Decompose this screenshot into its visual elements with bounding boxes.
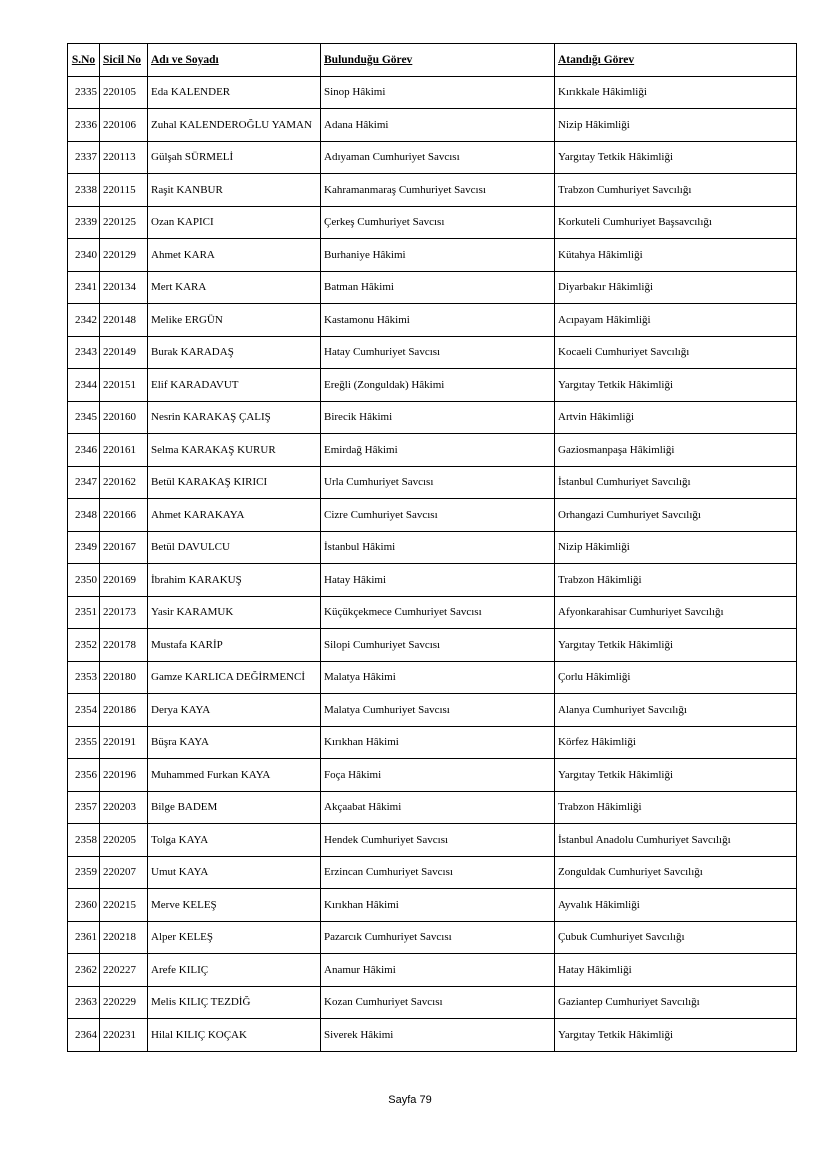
cell-sicil-no: 220167: [100, 531, 148, 564]
cell-name: Selma KARAKAŞ KURUR: [148, 434, 321, 467]
cell-sno: 2354: [68, 694, 100, 727]
cell-current-post: Cizre Cumhuriyet Savcısı: [321, 499, 555, 532]
table-row: [68, 889, 797, 922]
cell-current-post: Sinop Hâkimi: [321, 76, 555, 109]
table-row: [68, 791, 797, 824]
cell-sno: 2343: [68, 336, 100, 369]
table-row: [68, 499, 797, 532]
cell-name: Mert KARA: [148, 271, 321, 304]
cell-current-post: Malatya Hâkimi: [321, 661, 555, 694]
cell-sno: 2346: [68, 434, 100, 467]
cell-current-post: Çerkeş Cumhuriyet Savcısı: [321, 206, 555, 239]
cell-current-post: Silopi Cumhuriyet Savcısı: [321, 629, 555, 662]
table-row: [68, 596, 797, 629]
table-header-row: [68, 44, 797, 77]
cell-sicil-no: 220196: [100, 759, 148, 792]
cell-sno: 2355: [68, 726, 100, 759]
cell-sicil-no: 220229: [100, 986, 148, 1019]
column-header-current-post: Bulunduğu Görev: [321, 44, 555, 77]
table-row: [68, 824, 797, 857]
cell-name: Gamze KARLICA DEĞİRMENCİ: [148, 661, 321, 694]
cell-sicil-no: 220106: [100, 109, 148, 142]
cell-current-post: Siverek Hâkimi: [321, 1019, 555, 1052]
cell-current-post: Urla Cumhuriyet Savcısı: [321, 466, 555, 499]
cell-assigned-post: Ayvalık Hâkimliği: [555, 889, 797, 922]
cell-assigned-post: İstanbul Anadolu Cumhuriyet Savcılığı: [555, 824, 797, 857]
table-row: [68, 434, 797, 467]
cell-assigned-post: Gaziantep Cumhuriyet Savcılığı: [555, 986, 797, 1019]
cell-name: Yasir KARAMUK: [148, 596, 321, 629]
cell-assigned-post: Artvin Hâkimliği: [555, 401, 797, 434]
cell-sno: 2347: [68, 466, 100, 499]
cell-current-post: Malatya Cumhuriyet Savcısı: [321, 694, 555, 727]
cell-current-post: Birecik Hâkimi: [321, 401, 555, 434]
cell-assigned-post: Zonguldak Cumhuriyet Savcılığı: [555, 856, 797, 889]
cell-assigned-post: Trabzon Cumhuriyet Savcılığı: [555, 174, 797, 207]
cell-name: Elif KARADAVUT: [148, 369, 321, 402]
cell-name: Burak KARADAŞ: [148, 336, 321, 369]
cell-sno: 2340: [68, 239, 100, 272]
table-row: [68, 336, 797, 369]
cell-assigned-post: Trabzon Hâkimliği: [555, 791, 797, 824]
cell-assigned-post: Çorlu Hâkimliği: [555, 661, 797, 694]
cell-assigned-post: Kütahya Hâkimliği: [555, 239, 797, 272]
table-row: [68, 694, 797, 727]
cell-name: Ozan KAPICI: [148, 206, 321, 239]
cell-name: Büşra KAYA: [148, 726, 321, 759]
cell-sno: 2344: [68, 369, 100, 402]
table-row: [68, 141, 797, 174]
cell-current-post: İstanbul Hâkimi: [321, 531, 555, 564]
cell-current-post: Adana Hâkimi: [321, 109, 555, 142]
cell-current-post: Küçükçekmece Cumhuriyet Savcısı: [321, 596, 555, 629]
table-row: [68, 466, 797, 499]
cell-sicil-no: 220186: [100, 694, 148, 727]
cell-sicil-no: 220169: [100, 564, 148, 597]
table-row: [68, 271, 797, 304]
cell-name: Ahmet KARA: [148, 239, 321, 272]
cell-assigned-post: Afyonkarahisar Cumhuriyet Savcılığı: [555, 596, 797, 629]
cell-name: Eda KALENDER: [148, 76, 321, 109]
cell-assigned-post: Kırıkkale Hâkimliği: [555, 76, 797, 109]
cell-sicil-no: 220129: [100, 239, 148, 272]
column-header-sno: S.No: [68, 44, 100, 77]
cell-sno: 2341: [68, 271, 100, 304]
cell-sno: 2359: [68, 856, 100, 889]
table-row: [68, 369, 797, 402]
table-body: [68, 76, 797, 1051]
table-row: [68, 304, 797, 337]
cell-sno: 2336: [68, 109, 100, 142]
cell-assigned-post: Yargıtay Tetkik Hâkimliği: [555, 759, 797, 792]
cell-sno: 2349: [68, 531, 100, 564]
cell-assigned-post: Hatay Hâkimliği: [555, 954, 797, 987]
cell-name: İbrahim KARAKUŞ: [148, 564, 321, 597]
cell-name: Derya KAYA: [148, 694, 321, 727]
column-header-sicil: Sicil No: [100, 44, 148, 77]
cell-name: Hilal KILIÇ KOÇAK: [148, 1019, 321, 1052]
table-row: [68, 856, 797, 889]
table-row: [68, 109, 797, 142]
page-number: Sayfa 79: [388, 1094, 432, 1106]
cell-sno: 2342: [68, 304, 100, 337]
cell-name: Gülşah SÜRMELİ: [148, 141, 321, 174]
cell-current-post: Hatay Cumhuriyet Savcısı: [321, 336, 555, 369]
cell-name: Raşit KANBUR: [148, 174, 321, 207]
table-row: [68, 401, 797, 434]
cell-sicil-no: 220180: [100, 661, 148, 694]
cell-sicil-no: 220203: [100, 791, 148, 824]
appointment-table: [67, 43, 797, 1052]
cell-current-post: Hendek Cumhuriyet Savcısı: [321, 824, 555, 857]
cell-name: Umut KAYA: [148, 856, 321, 889]
cell-current-post: Kırıkhan Hâkimi: [321, 726, 555, 759]
cell-current-post: Kastamonu Hâkimi: [321, 304, 555, 337]
cell-assigned-post: Alanya Cumhuriyet Savcılığı: [555, 694, 797, 727]
cell-sicil-no: 220105: [100, 76, 148, 109]
cell-sno: 2351: [68, 596, 100, 629]
cell-assigned-post: Gaziosmanpaşa Hâkimliği: [555, 434, 797, 467]
cell-assigned-post: Nizip Hâkimliği: [555, 109, 797, 142]
cell-current-post: Anamur Hâkimi: [321, 954, 555, 987]
table-row: [68, 954, 797, 987]
cell-name: Nesrin KARAKAŞ ÇALIŞ: [148, 401, 321, 434]
cell-name: Zuhal KALENDEROĞLU YAMAN: [148, 109, 321, 142]
cell-current-post: Batman Hâkimi: [321, 271, 555, 304]
cell-sicil-no: 220161: [100, 434, 148, 467]
cell-sicil-no: 220227: [100, 954, 148, 987]
cell-sno: 2353: [68, 661, 100, 694]
cell-name: Alper KELEŞ: [148, 921, 321, 954]
cell-assigned-post: Çubuk Cumhuriyet Savcılığı: [555, 921, 797, 954]
cell-sicil-no: 220205: [100, 824, 148, 857]
cell-sicil-no: 220151: [100, 369, 148, 402]
column-header-assigned-post: Atandığı Görev: [555, 44, 797, 77]
cell-sno: 2362: [68, 954, 100, 987]
cell-name: Tolga KAYA: [148, 824, 321, 857]
cell-name: Melike ERGÜN: [148, 304, 321, 337]
table-row: [68, 174, 797, 207]
cell-sno: 2338: [68, 174, 100, 207]
cell-assigned-post: Orhangazi Cumhuriyet Savcılığı: [555, 499, 797, 532]
table-row: [68, 629, 797, 662]
cell-name: Betül DAVULCU: [148, 531, 321, 564]
cell-sicil-no: 220162: [100, 466, 148, 499]
cell-sicil-no: 220178: [100, 629, 148, 662]
cell-name: Betül KARAKAŞ KIRICI: [148, 466, 321, 499]
cell-sno: 2363: [68, 986, 100, 1019]
cell-sicil-no: 220115: [100, 174, 148, 207]
table-row: [68, 1019, 797, 1052]
cell-current-post: Pazarcık Cumhuriyet Savcısı: [321, 921, 555, 954]
cell-sno: 2356: [68, 759, 100, 792]
cell-sicil-no: 220215: [100, 889, 148, 922]
cell-sicil-no: 220125: [100, 206, 148, 239]
table-row: [68, 726, 797, 759]
table-row: [68, 564, 797, 597]
cell-current-post: Adıyaman Cumhuriyet Savcısı: [321, 141, 555, 174]
cell-name: Muhammed Furkan KAYA: [148, 759, 321, 792]
cell-sno: 2348: [68, 499, 100, 532]
cell-sno: 2358: [68, 824, 100, 857]
cell-current-post: Foça Hâkimi: [321, 759, 555, 792]
cell-assigned-post: Yargıtay Tetkik Hâkimliği: [555, 629, 797, 662]
cell-sicil-no: 220191: [100, 726, 148, 759]
cell-sicil-no: 220231: [100, 1019, 148, 1052]
cell-assigned-post: Diyarbakır Hâkimliği: [555, 271, 797, 304]
cell-name: Ahmet KARAKAYA: [148, 499, 321, 532]
cell-current-post: Erzincan Cumhuriyet Savcısı: [321, 856, 555, 889]
cell-sno: 2357: [68, 791, 100, 824]
cell-current-post: Hatay Hâkimi: [321, 564, 555, 597]
table-row: [68, 239, 797, 272]
cell-current-post: Ereğli (Zonguldak) Hâkimi: [321, 369, 555, 402]
cell-sicil-no: 220218: [100, 921, 148, 954]
cell-assigned-post: İstanbul Cumhuriyet Savcılığı: [555, 466, 797, 499]
cell-sicil-no: 220173: [100, 596, 148, 629]
table-row: [68, 76, 797, 109]
cell-sicil-no: 220160: [100, 401, 148, 434]
cell-assigned-post: Yargıtay Tetkik Hâkimliği: [555, 141, 797, 174]
cell-sno: 2352: [68, 629, 100, 662]
cell-sno: 2361: [68, 921, 100, 954]
cell-sicil-no: 220207: [100, 856, 148, 889]
table-row: [68, 661, 797, 694]
cell-sicil-no: 220148: [100, 304, 148, 337]
cell-sicil-no: 220134: [100, 271, 148, 304]
cell-sno: 2360: [68, 889, 100, 922]
cell-sno: 2364: [68, 1019, 100, 1052]
cell-sno: 2339: [68, 206, 100, 239]
cell-assigned-post: Korkuteli Cumhuriyet Başsavcılığı: [555, 206, 797, 239]
cell-assigned-post: Körfez Hâkimliği: [555, 726, 797, 759]
cell-sicil-no: 220166: [100, 499, 148, 532]
cell-sno: 2350: [68, 564, 100, 597]
cell-sno: 2335: [68, 76, 100, 109]
table-row: [68, 986, 797, 1019]
cell-sno: 2345: [68, 401, 100, 434]
table-row: [68, 921, 797, 954]
cell-name: Arefe KILIÇ: [148, 954, 321, 987]
cell-current-post: Kozan Cumhuriyet Savcısı: [321, 986, 555, 1019]
cell-name: Merve KELEŞ: [148, 889, 321, 922]
cell-current-post: Akçaabat Hâkimi: [321, 791, 555, 824]
cell-sicil-no: 220113: [100, 141, 148, 174]
cell-assigned-post: Yargıtay Tetkik Hâkimliği: [555, 369, 797, 402]
cell-assigned-post: Nizip Hâkimliği: [555, 531, 797, 564]
cell-assigned-post: Trabzon Hâkimliği: [555, 564, 797, 597]
cell-assigned-post: Acıpayam Hâkimliği: [555, 304, 797, 337]
table-row: [68, 206, 797, 239]
cell-name: Melis KILIÇ TEZDİĞ: [148, 986, 321, 1019]
cell-assigned-post: Yargıtay Tetkik Hâkimliği: [555, 1019, 797, 1052]
cell-sno: 2337: [68, 141, 100, 174]
cell-current-post: Kırıkhan Hâkimi: [321, 889, 555, 922]
cell-name: Bilge BADEM: [148, 791, 321, 824]
cell-current-post: Kahramanmaraş Cumhuriyet Savcısı: [321, 174, 555, 207]
column-header-name: Adı ve Soyadı: [148, 44, 321, 77]
cell-name: Mustafa KARİP: [148, 629, 321, 662]
cell-current-post: Burhaniye Hâkimi: [321, 239, 555, 272]
cell-assigned-post: Kocaeli Cumhuriyet Savcılığı: [555, 336, 797, 369]
table-row: [68, 759, 797, 792]
cell-sicil-no: 220149: [100, 336, 148, 369]
table-row: [68, 531, 797, 564]
cell-current-post: Emirdağ Hâkimi: [321, 434, 555, 467]
